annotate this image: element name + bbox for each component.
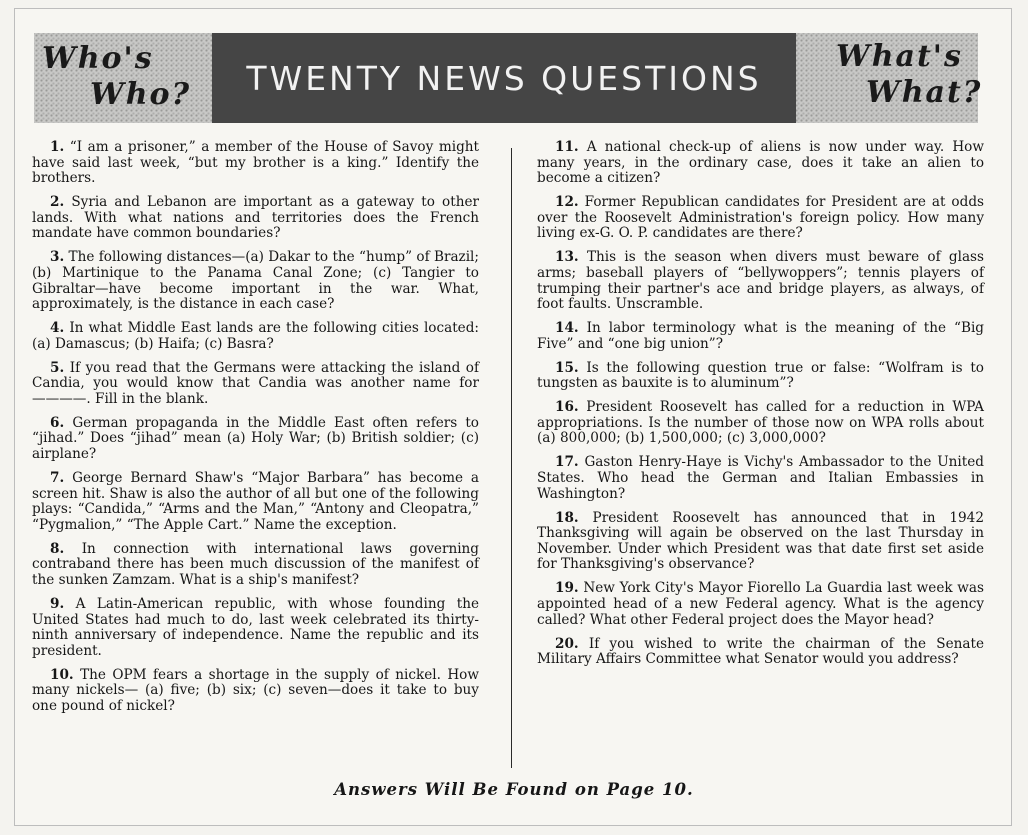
question-6: 6. German propaganda in the Middle East often refers to “jihad.” Does “jihad” mean (a) Holy War; (b) British soldier; (c) airplane? xyxy=(32,414,479,463)
page-title: TWENTY NEWS QUESTIONS xyxy=(212,33,796,123)
question-5: 5. If you read that the Germans were attacking the island of Candia, you would know that Candia was another name for ————. Fill in the blank. xyxy=(32,359,480,407)
question-3: 3. The following distances—(a) Dakar to the “hump” of Brazil; (b) Martinique to the Panama Canal Zone; (c) Tangier to Gibraltar—have become important in the war. What, approximately, is the distance in each case? xyxy=(32,249,479,313)
questions-left-column xyxy=(32,140,479,723)
header-banner xyxy=(34,33,983,123)
question-10: 10. The OPM fears a shortage in the supply of nickel. How many nickels— (a) five; (b) six; (c) seven—does it take to buy one pound of nickel? xyxy=(32,666,480,714)
question-4: 4. In what Middle East lands are the following cities located: (a) Damascus; (b) Haifa; (c) Basra? xyxy=(32,320,479,352)
question-7: 7. George Bernard Shaw's “Major Barbara” has become a screen hit. Shaw is also the author of all but one of the following plays: “Candida,” “Arms and the Man,” “Antony and Cleopatra,” “Pygmalion,” “The Apple Cart.” Name the exception. xyxy=(32,470,479,533)
question-13: 13. This is the season when divers must beware of glass arms; baseball players of “bellywoppers”; tennis players of trumping their partner's ace and bridge players, as always, of foot faults. Unscramble. xyxy=(537,249,984,313)
question-16: 16. President Roosevelt has called for a reduction in WPA appropriations. Is the number of those now on WPA rolls about (a) 800,000; (b) 1,500,000; (c) 3,000,000? xyxy=(537,399,985,447)
whos-who-label: Who's Who? xyxy=(42,41,192,112)
question-11: 11. A national check-up of aliens is now under way. How many years, in the ordinary case, does it take an alien to become a citizen? xyxy=(537,139,984,187)
question-17: 17. Gaston Henry-Haye is Vichy's Ambassador to the United States. Who head the German and Italian Embassies in Washington? xyxy=(537,454,984,502)
question-14: 14. In labor terminology what is the meaning of the “Big Five” and “one big union”? xyxy=(537,320,984,352)
question-19: 19. New York City's Mayor Fiorello La Guardia last week was appointed head of a new Federal agency. What is the agency called? What other Federal project does the Mayor head? xyxy=(537,580,985,628)
question-9: 9. A Latin-American republic, with whose founding the United States had much to do, last week celebrated its thirty-ninth anniversary of independence. Name the republic and its president. xyxy=(32,595,479,659)
question-20: 20. If you wished to write the chairman of the Senate Military Affairs Committee what Senator would you address? xyxy=(537,635,984,668)
answers-footer: Answers Will Be Found on Page 10. xyxy=(334,780,694,799)
question-2: 2. Syria and Lebanon are important as a gateway to other lands. With what nations and territories does the French mandate have common boundaries? xyxy=(32,194,480,242)
questions-right-column xyxy=(537,140,984,676)
question-18: 18. President Roosevelt has announced that in 1942 Thanksgiving will again be observed on the last Thursday in November. Under which President was that date first set aside for Thanksgiving's observance? xyxy=(537,509,984,573)
question-8: 8. In connection with international laws governing contraband there has been much discussion of the manifest of the sunken Zamzam. What is a ship's manifest? xyxy=(32,540,480,588)
question-12: 12. Former Republican candidates for President are at odds over the Roosevelt Administration's foreign policy. How many living ex-G. O. P. candidates are there? xyxy=(537,194,984,242)
whats-what-label: What's What? xyxy=(836,39,983,110)
question-1: 1. “I am a prisoner,” a member of the House of Savoy might have said last week, “but my brother is a king.” Identify the brothers. xyxy=(32,139,479,187)
question-15: 15. Is the following question true or false: “Wolfram is to tungsten as bauxite is to aluminum”? xyxy=(537,359,984,392)
column-divider xyxy=(511,148,512,768)
